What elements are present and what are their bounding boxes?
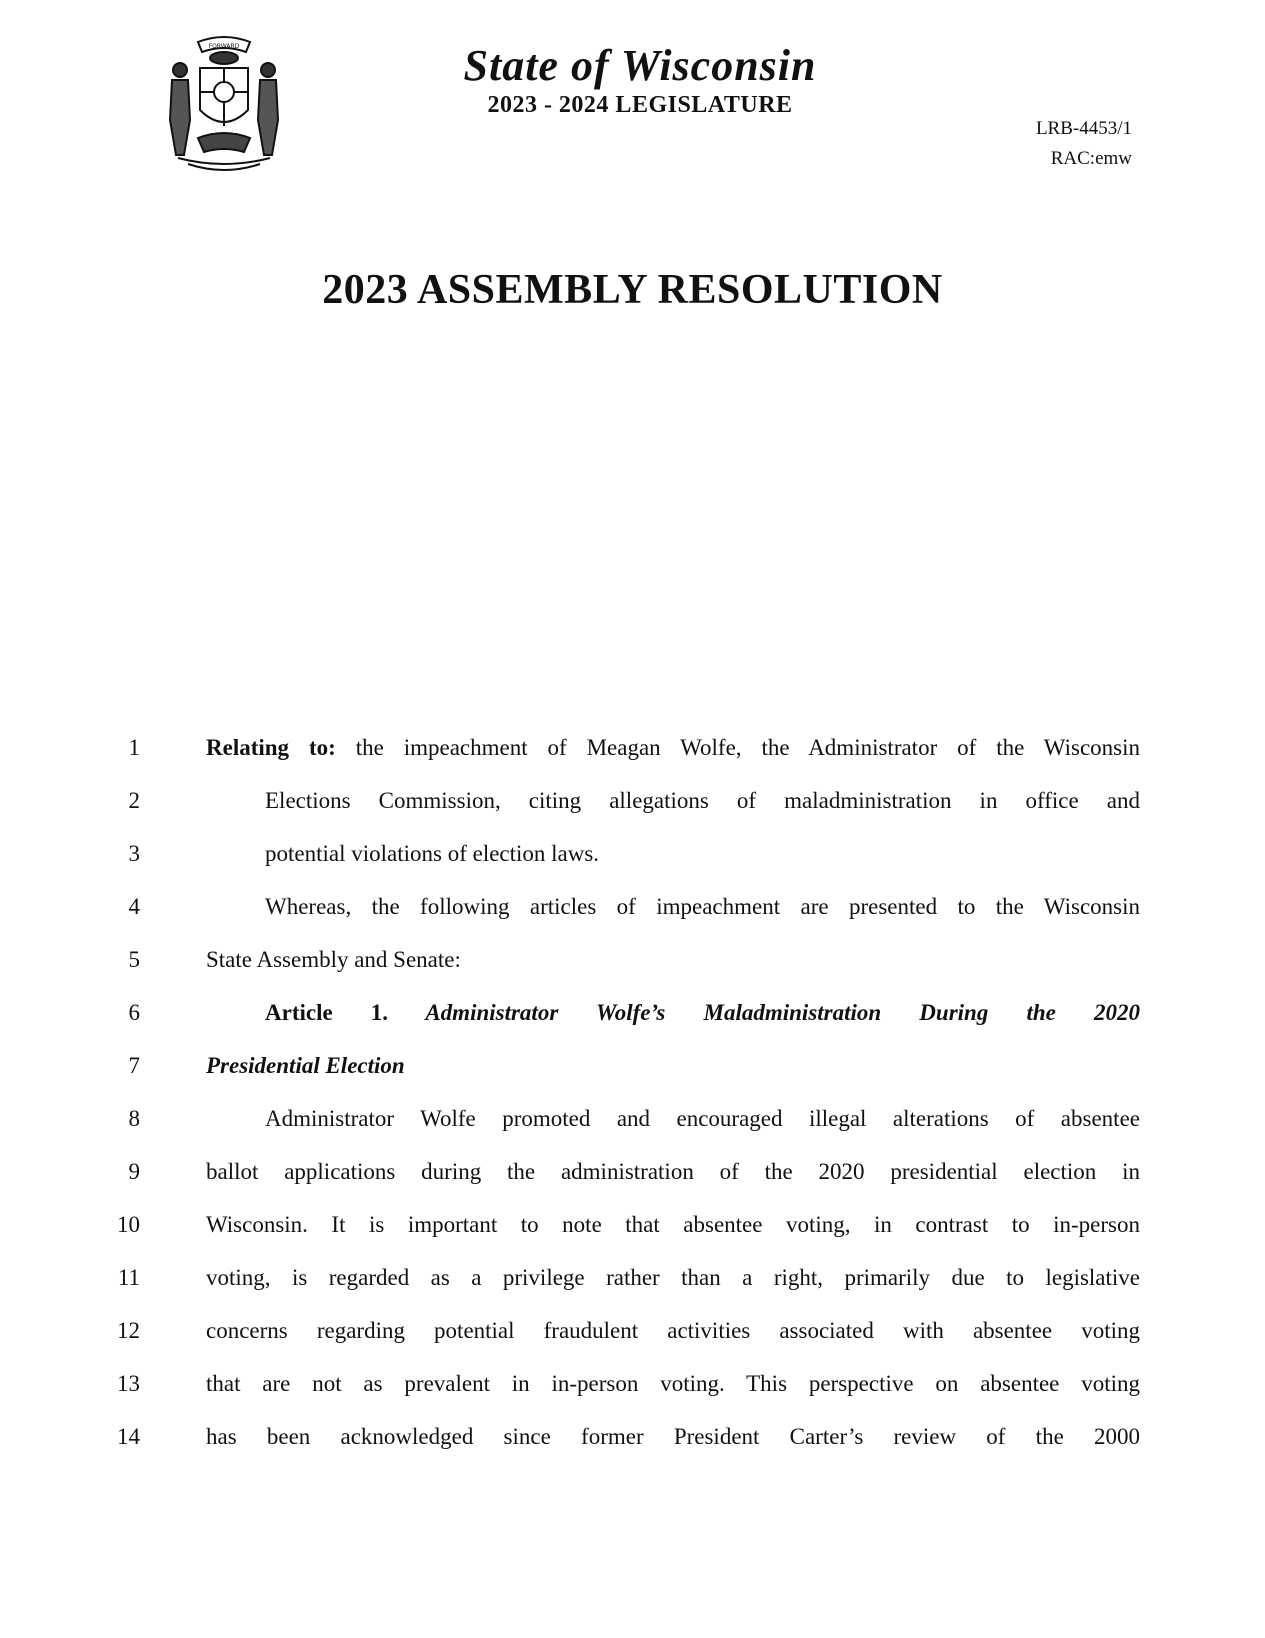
line-number: 5 <box>128 947 140 972</box>
lrb-reference <box>1036 114 1132 174</box>
line-4 <box>0 892 1265 945</box>
legislature-session: 2023 - 2024 LEGISLATURE <box>487 92 793 118</box>
line-number: 2 <box>128 788 140 813</box>
line-text: Wisconsin. It is important to note that absentee voting, in contrast to in-person <box>206 1212 1140 1237</box>
line-number: 1 <box>128 735 140 760</box>
line-number: 13 <box>117 1371 140 1396</box>
line-text: has been acknowledged since former President Carter’s review of the 2000 <box>206 1424 1140 1449</box>
line-number: 11 <box>117 1265 140 1290</box>
line-11 <box>0 1263 1265 1316</box>
line-text: State Assembly and Senate: <box>206 947 461 972</box>
line-3 <box>0 839 1265 892</box>
line-text: that are not as prevalent in in-person voting. This perspective on absentee voting <box>206 1371 1140 1396</box>
article-title-continued: Presidential Election <box>206 1053 405 1078</box>
seal-motto: FORWARD <box>208 43 240 50</box>
line-number: 6 <box>128 1000 140 1025</box>
line-text: Administrator Wolfe promoted and encouraged illegal alterations of absentee <box>265 1106 1140 1131</box>
line-text: Elections Commission, citing allegations of maladministration in office and <box>265 788 1140 813</box>
line-content: the impeachment of Meagan Wolfe, the Administrator of the Wisconsin <box>335 735 1140 760</box>
line-number: 4 <box>128 894 140 919</box>
article-label: Article 1. <box>265 1000 389 1025</box>
line-number: 14 <box>117 1424 140 1449</box>
line-12 <box>0 1316 1265 1369</box>
line-1 <box>0 733 1265 786</box>
line-text: ballot applications during the administration of the 2020 presidential election in <box>206 1159 1140 1184</box>
line-13 <box>0 1369 1265 1422</box>
line-text: concerns regarding potential fraudulent activities associated with absentee voting <box>206 1318 1140 1343</box>
state-title: State of Wisconsin <box>463 41 817 90</box>
line-number: 3 <box>128 841 140 866</box>
wisconsin-seal-icon <box>158 30 290 175</box>
document-title: 2023 ASSEMBLY RESOLUTION <box>322 267 943 313</box>
article-heading <box>265 998 1140 1028</box>
drafter-code: RAC:emw <box>1050 148 1132 169</box>
article-title: Administrator Wolfe’s Maladministration During the 2020 <box>388 1000 1140 1025</box>
line-2 <box>0 786 1265 839</box>
line-7 <box>0 1051 1265 1104</box>
line-text <box>206 733 1140 763</box>
lrb-number: LRB-4453/1 <box>1035 118 1132 139</box>
line-number: 8 <box>128 1106 140 1131</box>
line-6 <box>0 998 1265 1051</box>
line-5 <box>0 945 1265 998</box>
relating-to-label: Relating to: <box>206 735 336 760</box>
line-8 <box>0 1104 1265 1157</box>
line-9 <box>0 1157 1265 1210</box>
line-number: 10 <box>117 1212 140 1237</box>
line-number: 7 <box>128 1053 140 1078</box>
line-text: voting, is regarded as a privilege rather than a right, primarily due to legislative <box>206 1265 1140 1290</box>
line-10 <box>0 1210 1265 1263</box>
line-text: potential violations of election laws. <box>265 841 600 866</box>
line-number: 9 <box>128 1159 140 1184</box>
line-14 <box>0 1422 1265 1475</box>
resolution-body <box>0 733 1265 1475</box>
line-number: 12 <box>117 1318 140 1343</box>
line-text: Whereas, the following articles of impeachment are presented to the Wisconsin <box>265 894 1140 919</box>
